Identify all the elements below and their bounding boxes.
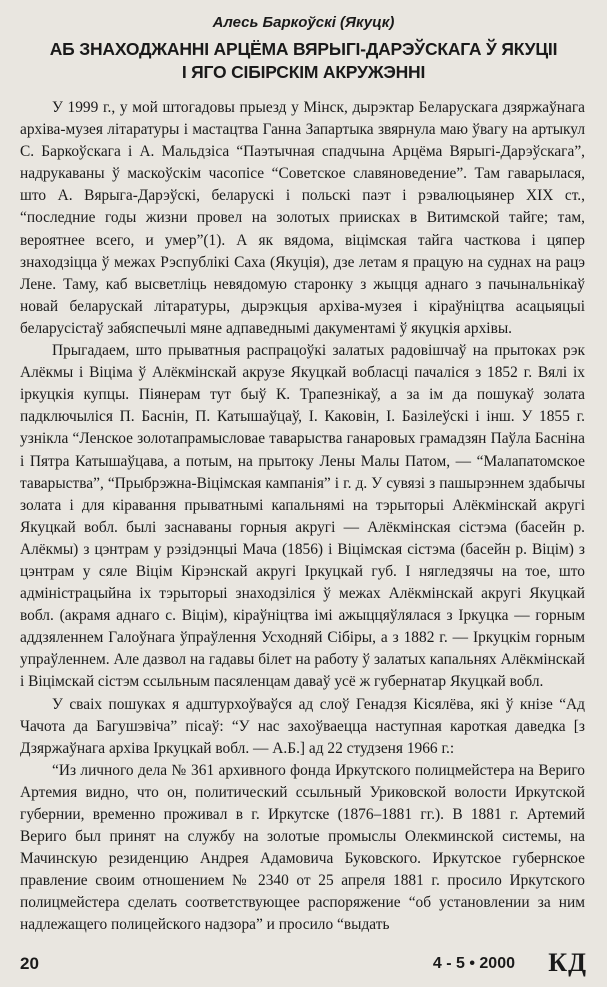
article-title bbox=[18, 38, 589, 84]
journal-logo: КД bbox=[548, 948, 587, 977]
issue-number: 4 - 5 • 2000 bbox=[432, 955, 515, 972]
paragraph: У сваіх пошуках я адштурхоўваўся ад слоў Генадзя Кісялёва, які ў кнізе “Ад Чачота да Багушэвіча” пісаў: “У нас захоўваецца наступная кароткая даведка [з Дзяржаўнага архіва Іркуцкай вобл. — А.Б.] ад 22 студзеня 1966 г.: bbox=[20, 695, 585, 757]
title-line: І ЯГО СІБІРСКІМ АКРУЖЭННІ bbox=[181, 62, 426, 82]
paragraph: У 1999 г., у мой штогадовы прыезд у Мінск, дырэктар Беларускага дзяржаўнага архіва-музея літаратуры і мастацтва Ганна Запартыка звярнула маю ўвагу на артыкул С. Баркоўскага і А. Мальдзіса “Паэтычная спадчына Арцёма Вярыгі-Дарэўскага”, надрукаваны ў маскоўскім часопісе “Советское славяноведение”. Там гаварылася, што А. Вярыга-Дарэўскі, беларускі і польскі паэт і рэвалюцыянер XIX ст., “последние годы жизни провел на золотых приисках в Витимской тайге; там, вероятнее всего, и умер”(1). А як вядома, віцімская тайга часткова і цяпер знаходзіцца ў межах Рэспублікі Саха (Якуція), дзе летам я працую на суднах на рацэ Лене. Таму, каб высветліць невядомую старонку з жыцця аднаго з пачынальнікаў новай беларускай літаратуры, дырэкцыя архіва-музея і кіраўніцтва асацыяцыі беларусістаў забяспечылі мяне адпаведнымі дакументамі ў якуцкія архівы. bbox=[20, 99, 585, 337]
article-body bbox=[20, 97, 585, 937]
paragraph: “Из личного дела № 361 архивного фонда Иркутского полицмейстера на Вериго Артемия видно, что он, политический ссыльный Уриковской волости Иркутской губернии, временно проживал в г. Иркутске (1876–1881 гг.). В 1881 г. Артемий Вериго был принят на службу на золотые промыслы Олекминской системы, на Мачинскую резиденцию Андрея Адамовича Буковского. Иркутское губернское правление своим отношением № 2340 от 25 апреля 1881 г. просило Иркутского полицмейстера сделать соответствующее распоряжение “об установлении за ним надлежащего полицейского надзора” и просило “выдать bbox=[20, 761, 585, 934]
title-line: АБ ЗНАХОДЖАННІ АРЦЁМА ВЯРЫГІ-ДАРЭЎСКАГА Ў ЯКУЦІІ bbox=[49, 39, 558, 59]
page-number: 20 bbox=[20, 954, 39, 973]
paragraph: Прыгадаем, што прыватныя распрацоўкі залатых радовішчаў на прытоках рэк Алёкмы і Віціма ў Алёкмінскай акрузе Якуцкай вобласці пачаліся з 1852 г. Вялі іх іркуцкія купцы. Піянерам тут быў К. Трапезнікаў, а за ім да пошукаў золата падключыліся П. Баснін, П. Катышаўцаў, І. Каковін, І. Базілеўскі і інш. У 1855 г. узнікла “Ленское золотапрамысловае таварыства ганаровых грамадзян Паўла Басніна і Пятра Катышаўцава, а потым, на прытоку Лены Малы Патом, — “Малапатомское таварыства”, “Прыбрэжна-Віцімская кампанія” і г. д. У сувязі з пашырэннем здабычы золата і для кіравання прыватнымі капальнямі на тэрыторыі Алёкмінскай акругі Якуцкай вобл. былі заснаваны горныя акругі — Алёкмінская сістэма (басейн р. Алёкмы) з цэнтрам у рэзідэнцыі Мача (1856) і Віцімская сістэма (басейн р. Віцім) з цэнтрам у сяле Віцім Кірэнскай акругі Іркуцкай губ. І нягледзячы на тое, што адміністрацыйна іх тэрыторыі знаходзіліся ў межах Алёкмінскай акругі Якуцкай вобл. (акрамя аднаго с. Віцім), кіраўніцтва імі ажыццяўлялася з Іркуцка — горным аддзяленнем Галоўнага ўпраўлення Усходняй Сібіры, а з 1882 г. — Іркуцкім горным упраўленнем. Але дазвол на гадавы білет на работу ў залатых капальнях Алёкмінскай і Віцімскай сістэм ссыльным пасяленцам даваў усё ж губернатар Якуцкай вобл. bbox=[20, 342, 585, 691]
author-line: Алесь Баркоўскі (Якуцк) bbox=[212, 14, 395, 31]
page-footer bbox=[20, 950, 587, 978]
